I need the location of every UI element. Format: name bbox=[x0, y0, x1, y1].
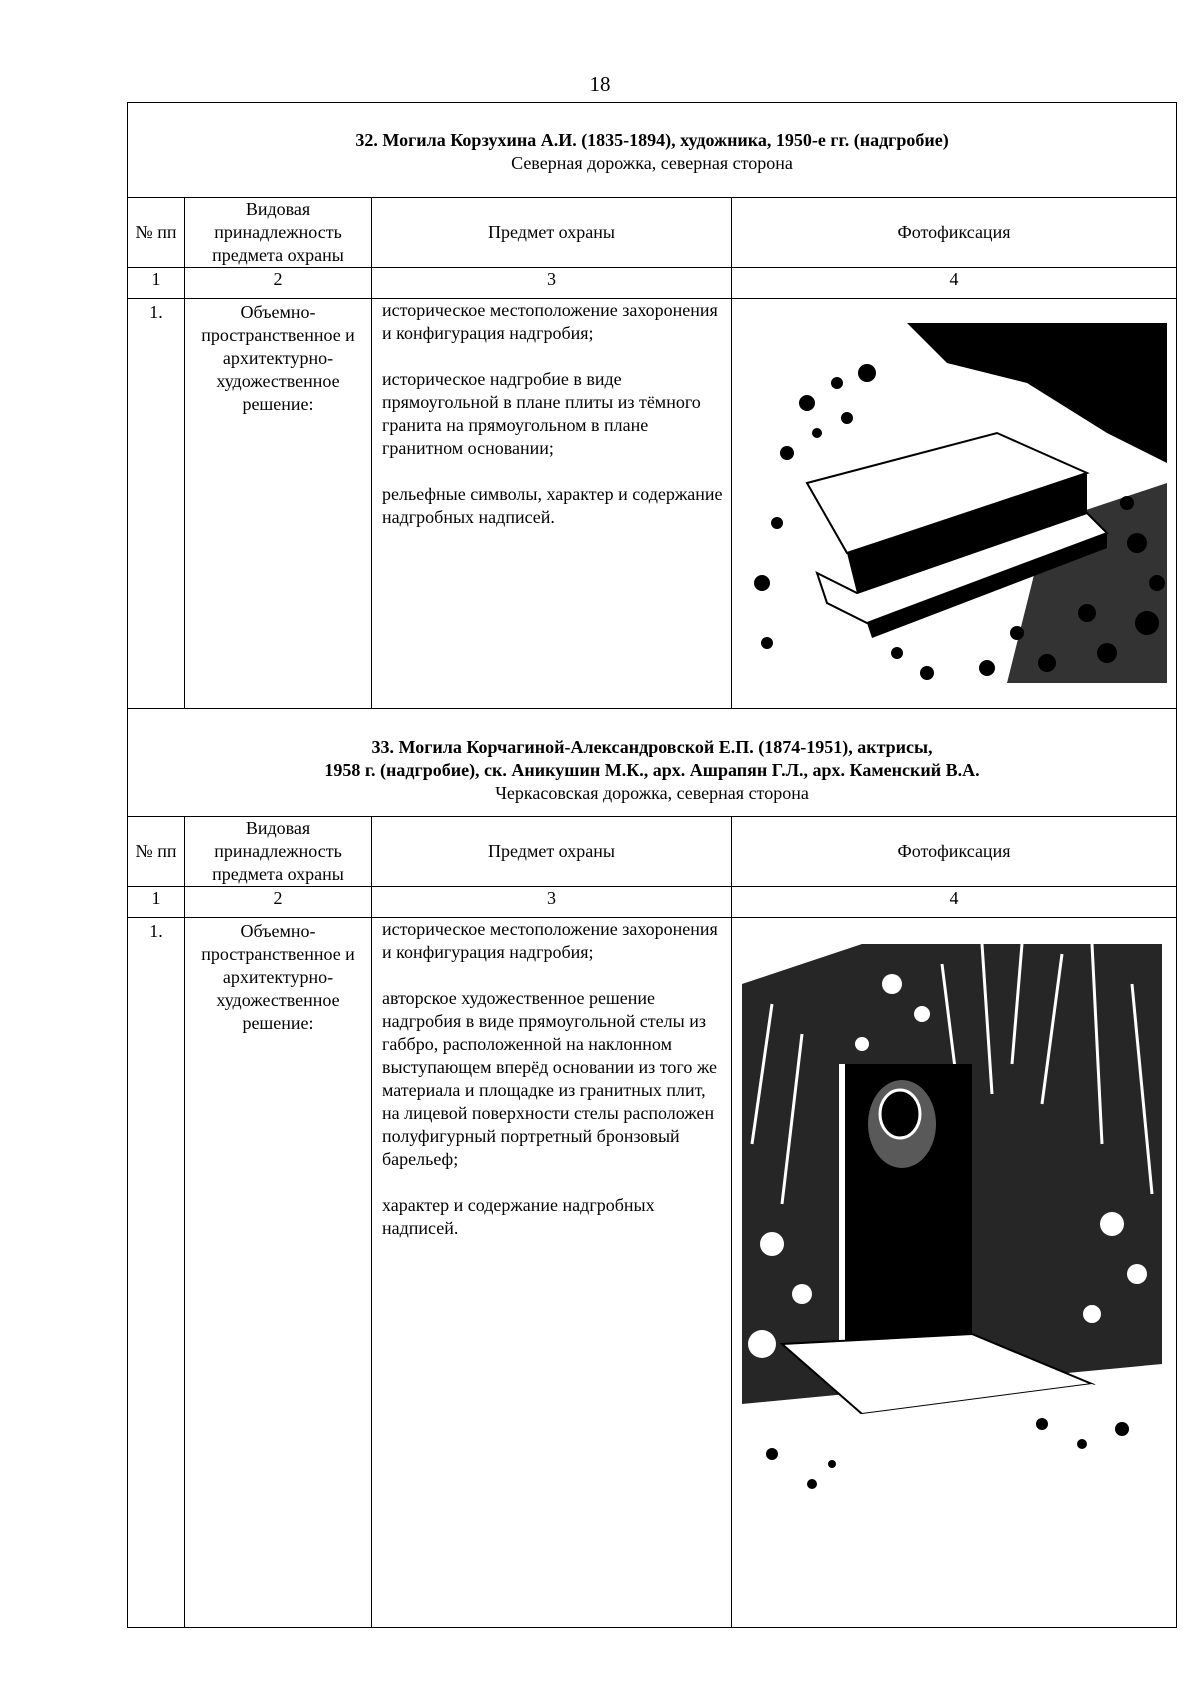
column-number: 4 bbox=[732, 887, 1177, 918]
row-subject bbox=[372, 918, 732, 1628]
entry-title: 32. Могила Корзухина А.И. (1835-1894), художника, 1950-е гг. (надгробие) bbox=[355, 130, 949, 150]
column-header-type: Видовая принадлежность предмета охраны bbox=[185, 198, 372, 268]
row-type: Объемно-пространственное и архитектурно-художественное решение: bbox=[185, 299, 372, 709]
subject-item: историческое местоположение захоронения и конфигурация надгробия; bbox=[382, 919, 718, 962]
tombstone-photo bbox=[747, 323, 1167, 683]
subject-item: историческое надгробие в виде прямоугольной в плане плиты из тёмного гранита на прямоугольном в плане гранитном основании; bbox=[382, 369, 701, 458]
entry-location: Черкасовская дорожка, северная сторона bbox=[495, 783, 809, 803]
entry-header bbox=[128, 103, 1177, 198]
column-number: 2 bbox=[185, 268, 372, 299]
column-header-type: Видовая принадлежность предмета охраны bbox=[185, 817, 372, 887]
subject-item: авторское художественное решение надгробия в виде прямоугольной стелы из габбро, расположенной на наклонном выступающем вперёд основании из того же материала и площадке из гранитных плит, на лицевой поверхности стелы расположен полуфигурный портретный бронзовый барельеф; bbox=[382, 988, 718, 1169]
column-number: 1 bbox=[128, 268, 185, 299]
entry-header bbox=[128, 709, 1177, 817]
stele-photo bbox=[742, 944, 1162, 1504]
column-header-photo: Фотофиксация bbox=[732, 198, 1177, 268]
row-number: 1. bbox=[128, 918, 185, 1628]
photo-cell bbox=[732, 918, 1177, 1628]
entry-location: Северная дорожка, северная сторона bbox=[511, 153, 793, 173]
entry-title: 33. Могила Корчагиной-Александровской Е.П. (1874-1951), актрисы, bbox=[371, 737, 933, 757]
entry-title: 1958 г. (надгробие), ск. Аникушин М.К., арх. Ашрапян Г.Л., арх. Каменский В.А. bbox=[324, 760, 980, 780]
column-header-no: № пп bbox=[128, 198, 185, 268]
column-number: 3 bbox=[372, 887, 732, 918]
column-number: 4 bbox=[732, 268, 1177, 299]
column-number: 1 bbox=[128, 887, 185, 918]
protection-table bbox=[127, 102, 1177, 1628]
column-header-no: № пп bbox=[128, 817, 185, 887]
subject-item: характер и содержание надгробных надписей. bbox=[382, 1195, 655, 1238]
subject-item: историческое местоположение захоронения и конфигурация надгробия; bbox=[382, 300, 718, 343]
photo-cell bbox=[732, 299, 1177, 709]
row-type: Объемно-пространственное и архитектурно-художественное решение: bbox=[185, 918, 372, 1628]
column-header-subject: Предмет охраны bbox=[372, 817, 732, 887]
row-number: 1. bbox=[128, 299, 185, 709]
subject-item: рельефные символы, характер и содержание надгробных надписей. bbox=[382, 484, 723, 527]
column-header-subject: Предмет охраны bbox=[372, 198, 732, 268]
page-number: 18 bbox=[589, 72, 611, 96]
row-subject bbox=[372, 299, 732, 709]
column-number: 3 bbox=[372, 268, 732, 299]
column-header-photo: Фотофиксация bbox=[732, 817, 1177, 887]
column-number: 2 bbox=[185, 887, 372, 918]
